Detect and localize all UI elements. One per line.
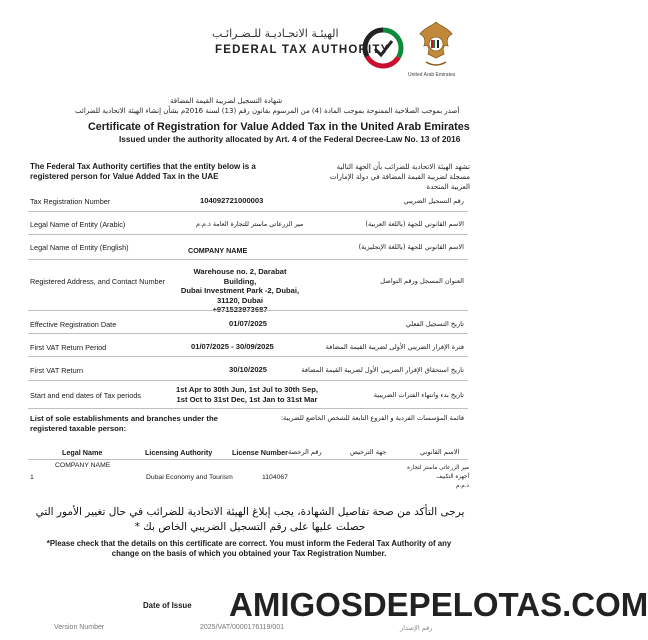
field-label-first-return-period: First VAT Return Period bbox=[30, 343, 107, 352]
branches-heading-arabic: قائمة المؤسسات الفردية و الفروع التابعة للشخص الخاضع للضريبة: bbox=[280, 414, 464, 422]
tax-period-line: 1st Oct to 31st Dec, 1st Jan to 31st Mar bbox=[176, 395, 318, 404]
divider bbox=[28, 333, 468, 334]
field-value-address bbox=[180, 267, 300, 315]
field-value-name-arabic: مير الزرعاتى ماستر للتجارة العامة ذ.م.م bbox=[196, 220, 304, 228]
branches-heading-line: List of sole establishments and branches under the bbox=[30, 414, 218, 423]
field-label-effective-date-ar: تاريخ التسجيل الفعلي bbox=[405, 320, 464, 328]
field-label-first-return-period-ar: فترة الإقرار الضريبي الأولى لضريبة القيمة المضافة bbox=[325, 343, 464, 351]
field-value-effective-date: 01/07/2025 bbox=[229, 319, 268, 328]
column-header-license-number: License Number bbox=[232, 448, 288, 457]
divider bbox=[28, 234, 468, 235]
fta-logo-icon bbox=[357, 22, 409, 74]
branch-row-license: 1104067 bbox=[262, 474, 288, 481]
divider bbox=[28, 380, 468, 381]
field-value-tax-periods bbox=[172, 385, 322, 405]
divider bbox=[28, 259, 468, 260]
branch-row-legal-name-arabic-line: مير الزرعاتى ماستر لتجارة أجهزة التكييف bbox=[407, 465, 469, 480]
field-label-first-return-ar: تاريخ استحقاق الإقرار الضريبي الأول لضريبة القيمة المضافة bbox=[301, 366, 464, 374]
version-number-value: 2025/VAT/0000176119/001 bbox=[200, 624, 285, 631]
branches-heading bbox=[30, 414, 218, 434]
field-label-name-english-ar: الاسم القانوني للجهة (باللغة الإنجليزية) bbox=[358, 243, 464, 251]
field-label-address-ar: العنوان المسجل ورقم التواصل bbox=[380, 277, 464, 285]
column-header-licensing-authority-ar: جهة الترخيص bbox=[350, 448, 387, 456]
field-label-tax-periods: Start and end dates of Tax periods bbox=[30, 391, 142, 400]
address-line: Warehouse no. 2, Darabat Building, bbox=[193, 267, 287, 286]
notice-english: *Please check that the details on this certificate are correct. You must inform the Federal Tax Authority of any change on the basis of which you obtained your Tax Registration Number. bbox=[46, 539, 452, 558]
divider bbox=[28, 408, 468, 409]
field-value-name-english: COMPANY NAME bbox=[188, 246, 248, 255]
intro-statement: The Federal Tax Authority certifies that the entity below is a registered person for Value Added Tax in the UAE bbox=[30, 162, 256, 181]
version-number-label-arabic: رقم الإصدار bbox=[400, 624, 433, 632]
field-label-name-arabic-ar: الاسم القانوني للجهة (باللغة العربية) bbox=[365, 220, 464, 228]
uae-emblem-icon bbox=[414, 18, 458, 74]
column-header-legal-name-ar: الاسم القانوني bbox=[420, 448, 460, 456]
field-value-trn: 104092721000003 bbox=[200, 196, 264, 205]
certificate-subtitle: Issued under the authority allocated by Art. 4 of the Federal Decree-Law No. 13 of 2016 bbox=[119, 134, 461, 144]
column-header-legal-name: Legal Name bbox=[62, 448, 103, 457]
authority-name-arabic: الهيئـة الاتحـاديـة للـضـرائـب bbox=[212, 27, 339, 40]
divider bbox=[28, 310, 468, 311]
branch-row-number: 1 bbox=[30, 474, 34, 481]
divider bbox=[28, 211, 468, 212]
certificate-title: Certificate of Registration for Value Added Tax in the United Arab Emirates bbox=[88, 121, 470, 133]
emblem-caption: United Arab Emirates bbox=[408, 72, 456, 78]
field-label-first-return: First VAT Return bbox=[30, 366, 84, 375]
column-header-license-number-ar: رقم الرخصة bbox=[288, 448, 322, 456]
column-header-licensing-authority: Licensing Authority bbox=[145, 448, 213, 457]
branch-row-legal-name-arabic bbox=[395, 464, 469, 491]
branch-row-authority: Dubai Economy and Tourism bbox=[146, 474, 233, 481]
title-arabic-authority: أصدر بموجب الصلاحية الممنوحة بموجب المادة (4) من المرسوم بقانون رقم (13) لسنة 2016م بشأن إنشاء الهيئة الاتحادية للضرائب bbox=[75, 107, 460, 115]
field-label-trn-arabic: رقم التسجيل الضريبي bbox=[403, 197, 464, 205]
divider bbox=[28, 459, 468, 460]
field-value-first-return-period: 01/07/2025 - 30/09/2025 bbox=[191, 342, 274, 351]
tax-period-line: 1st Apr to 30th Jun, 1st Jul to 30th Sep, bbox=[176, 385, 318, 394]
divider bbox=[28, 356, 468, 357]
field-label-address: Registered Address, and Contact Number bbox=[30, 277, 166, 286]
field-label-name-english: Legal Name of Entity (English) bbox=[30, 243, 129, 252]
notice-arabic: يرجى التأكد من صحة تفاصيل الشهادة، يجب إبلاغ الهيئة الاتحادية للضرائب في حال تغيير الأمور التي حصلت عليها على رقم التسجيل الضريبي الخاص بك * bbox=[35, 506, 465, 533]
watermark: AMIGOSDEPELOTAS.COM bbox=[229, 586, 648, 623]
intro-statement-arabic: تشهد الهيئة الاتحادية للضرائب بأن الجهة التالية مسجلة لضريبة القيمة المضافة في دولة الإمارات العربية المتحدة bbox=[329, 163, 470, 191]
field-label-effective-date: Effective Registration Date bbox=[30, 320, 117, 329]
branch-row-legal-name-arabic-line: ذ.م.م bbox=[456, 483, 469, 489]
field-label-name-arabic: Legal Name of Entity (Arabic) bbox=[30, 220, 126, 229]
branches-heading-line: registered taxable person: bbox=[30, 424, 127, 433]
field-value-first-return: 30/10/2025 bbox=[229, 365, 268, 374]
version-number-label: Version Number bbox=[54, 624, 105, 631]
field-label-tax-periods-ar: تاريخ بدء وانتهاء الفترات الضريبية bbox=[373, 391, 464, 399]
branch-row-legal-name: COMPANY NAME bbox=[55, 462, 111, 469]
address-line: 31120, Dubai bbox=[216, 295, 263, 305]
authority-name-english: FEDERAL TAX AUTHORITY bbox=[215, 44, 390, 56]
address-line: Dubai Investment Park -2, Dubai, bbox=[180, 286, 300, 295]
date-of-issue-label: Date of Issue bbox=[143, 601, 192, 610]
title-arabic: شهادة التسجيل لضريبة القيمة المضافة bbox=[170, 97, 283, 105]
field-label-trn: Tax Registration Number bbox=[30, 197, 111, 206]
